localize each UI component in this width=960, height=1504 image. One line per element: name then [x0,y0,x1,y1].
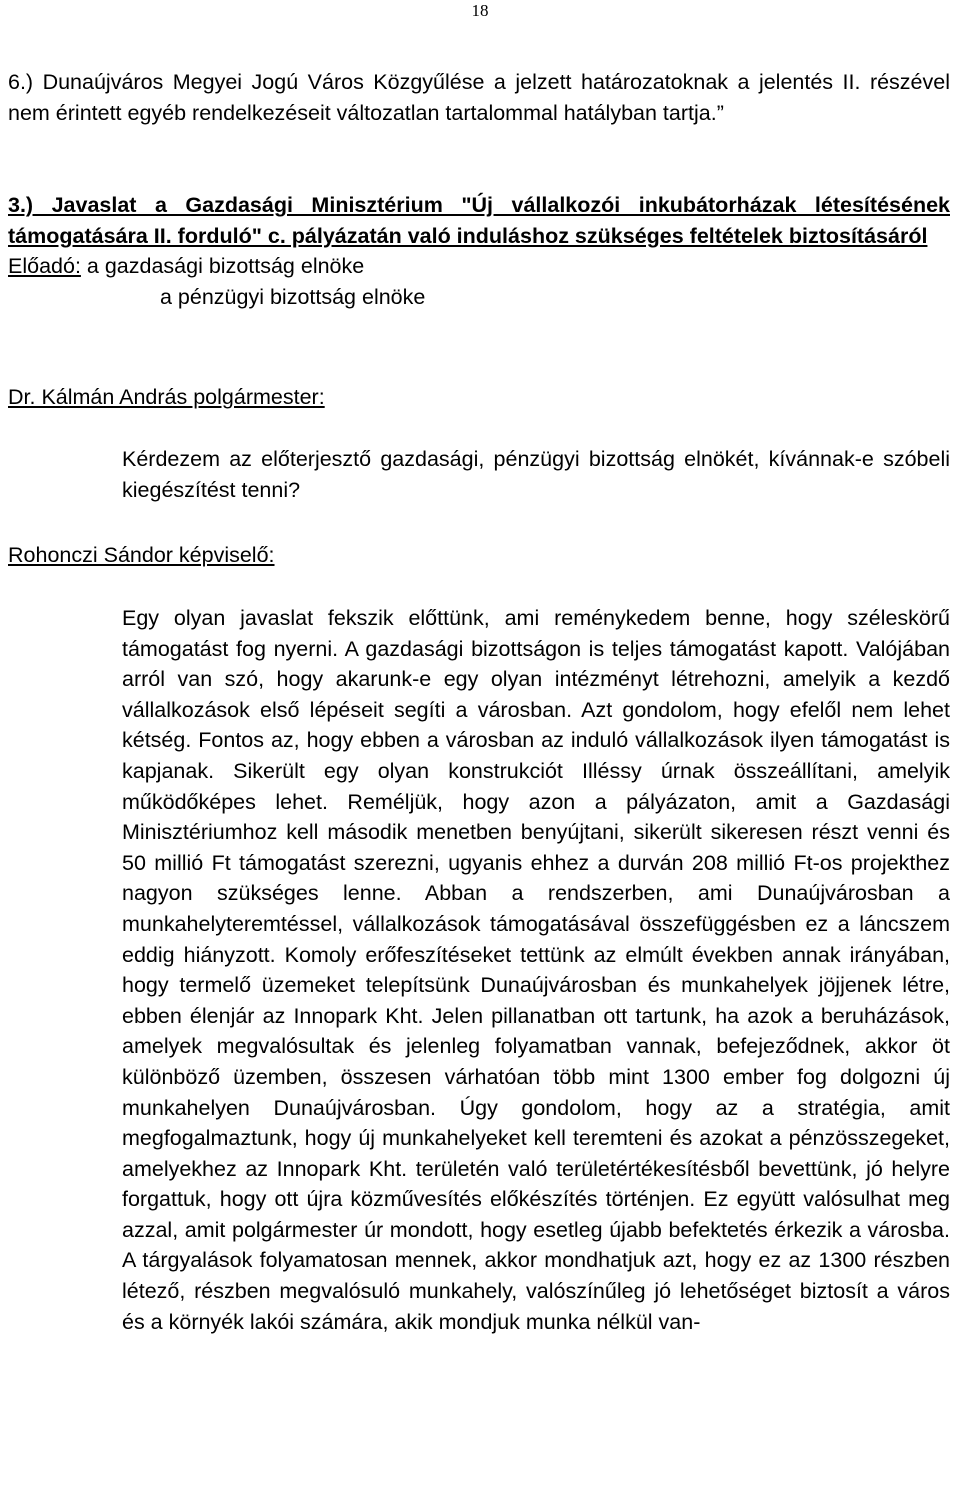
presenter-line-1 [8,251,950,282]
presenter-label: Előadó: [8,254,81,279]
speaker-1-name: Dr. Kálmán András polgármester: [8,385,325,409]
speaker-1-text: Kérdezem az előterjesztő gazdasági, pénzügyi bizottság elnökét, kívánnak-e szóbeli kiegészítést tenni? [122,447,950,502]
section-3-title: 3.) Javaslat a Gazdasági Minisztérium "Új vállalkozói inkubátorházak létesítésének támogatására II. forduló" c. pályázatán való induláshoz szükséges feltételek biztosításáról [8,193,950,248]
presenter-2: a pénzügyi bizottság elnöke [160,284,426,309]
speaker-2-text: Egy olyan javaslat fekszik előttünk, ami reménykedem benne, hogy széleskörű támogatást fog nyerni. A gazdasági bizottságon is teljes támogatást kapott. Valójában arról van szó, hogy akarunk-e egy olyan intézményt létrehozni, amelyik a kezdő vállalkozások első lépéseit segíti a városban. Azt gondolom, hogy efelől nem lehet kétség. Fontos az, hogy ebben a városban az induló vállalkozások ilyen támogatást is kapjanak. Sikerült egy olyan konstrukciót Illéssy úrnak összeállítani, amelyik működőképes lehet. Reméljük, hogy azon a pályázaton, amit a Gazdasági Minisztériumhoz kell második menetben benyújtani, sikerült sikeresen részt venni és 50 millió Ft támogatást szerezni, ugyanis ehhez a durván 208 millió Ft-os projekthez nagyon szükséges lenne. Abban a rendszerben, ami Dunaújvárosban a munkahelyteremtéssel, vállalkozások támogatásával összefüggésben ez a láncszem eddig hiányzott. Komoly erőfeszítéseket tettünk az elmúlt években annak irányában, hogy termelő üzemeket telepítsünk Dunaújvárosban és munkahelyek jöjjenek létre, ebben élenjár az Innopark Kht. Jelen pillanatban ott tartunk, ha azok a beruházások, amelyek megvalósultak és jelenleg folyamatban vannak, befejeződnek, akkor öt különböző üzemben, összesen várhatóan több mint 1300 ember fog dolgozni új munkahelyen Dunaújvárosban. Úgy gondolom, hogy az a stratégia, amit megfogalmaztunk, hogy új munkahelyeket kell teremteni és azokat a pénzösszegeket, amelyekhez az Innopark Kht. területén való területértékesítésből bevettünk, jó helyre forgattuk, hogy ott újra közművesítés előkészítés történjen. Ez együtt valósulhat meg azzal, amit polgármester úr mondott, hogy esetleg újabb befektetés érkezik a városba. A tárgyalások folyamatosan mennek, akkor mondhatjuk azt, hogy ez az 1300 részben létező, részben megvalósuló munkahely, valószínűleg jó lehetőséget biztosít a város és a környék lakói számára, akik mondjuk munka nélkül van- [122,606,950,1334]
speaker-2-name: Rohonczi Sándor képviselő: [8,543,275,567]
presenter-1: a gazdasági bizottság elnöke [86,254,365,279]
page-number: 18 [471,1,489,20]
section-3 [8,190,950,312]
section-6-text: 6.) Dunaújváros Megyei Jogú Város Közgyűlése a jelzett határozatoknak a jelentés II. részével nem érintett egyéb rendelkezéseit változatlan tartalommal hatályban tartja.” [8,70,950,125]
